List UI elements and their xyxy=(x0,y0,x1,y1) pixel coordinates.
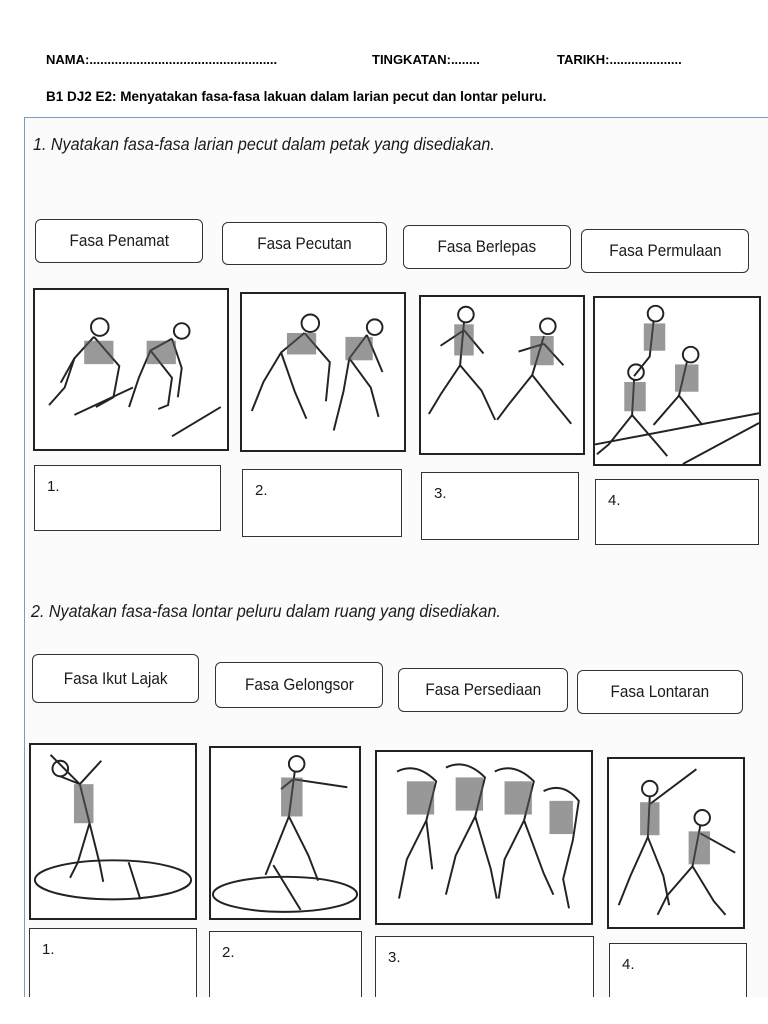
answer-number: 3. xyxy=(388,949,401,966)
accelerating-runners-illustration xyxy=(421,297,583,453)
question-2: 2. Nyatakan fasa-fasa lontar peluru dalam ruang yang disediakan. xyxy=(31,601,501,621)
shotput-glide-picture xyxy=(209,746,361,920)
answer-number: 3. xyxy=(434,485,447,502)
set-position-runner-illustration xyxy=(242,294,404,450)
follow-through-athlete-illustration xyxy=(31,745,195,918)
question-1: 1. Nyatakan fasa-fasa larian pecut dalam petak yang disediakan. xyxy=(33,134,495,154)
shotput-answer-box-4[interactable] xyxy=(609,943,747,997)
label-fasa-gelongsor: Fasa Gelongsor xyxy=(215,662,383,708)
gliding-athlete-illustration xyxy=(211,748,359,918)
answer-number: 2. xyxy=(222,944,235,961)
header-nama: NAMA:.................................................... xyxy=(46,52,278,67)
label-fasa-persediaan: Fasa Persediaan xyxy=(398,668,568,712)
label-fasa-berlepas: Fasa Berlepas xyxy=(403,225,571,269)
answer-number: 4. xyxy=(622,956,635,973)
label-fasa-lontaran: Fasa Lontaran xyxy=(577,670,743,714)
scanned-worksheet xyxy=(24,117,768,997)
learning-objective: B1 DJ2 E2: Menyatakan fasa-fasa lakuan dalam larian pecut dan lontar peluru. xyxy=(46,89,547,104)
label-fasa-penamat: Fasa Penamat xyxy=(35,219,203,263)
header-tarikh: TARIKH:.................... xyxy=(557,52,682,67)
sprint-answer-box-3[interactable] xyxy=(421,472,579,540)
finishing-runners-illustration xyxy=(595,298,759,464)
crouching-runner-illustration xyxy=(35,290,227,449)
shotput-throw-picture xyxy=(607,757,745,929)
sprint-start-crouch-picture xyxy=(33,288,229,451)
answer-number: 1. xyxy=(47,478,60,495)
sprint-answer-box-4[interactable] xyxy=(595,479,759,545)
sprint-answer-box-2[interactable] xyxy=(242,469,402,537)
shotput-preparation-picture xyxy=(375,750,593,925)
sprint-answer-box-1[interactable] xyxy=(34,465,221,531)
bleed-through-mark xyxy=(625,201,628,215)
answer-number: 1. xyxy=(42,941,55,958)
shotput-answer-box-3[interactable] xyxy=(375,936,594,997)
sprint-finish-picture xyxy=(593,296,761,466)
answer-number: 4. xyxy=(608,492,621,509)
shotput-answer-box-1[interactable] xyxy=(29,928,197,997)
label-fasa-pecutan: Fasa Pecutan xyxy=(222,222,387,265)
shotput-answer-box-2[interactable] xyxy=(209,931,362,997)
preparation-sequence-illustration xyxy=(377,752,591,923)
label-fasa-ikut-lajak: Fasa Ikut Lajak xyxy=(32,654,199,703)
throwing-athlete-illustration xyxy=(609,759,743,927)
sprint-set-position-picture xyxy=(240,292,406,452)
answer-number: 2. xyxy=(255,482,268,499)
header-tingkatan: TINGKATAN:........ xyxy=(372,52,480,67)
shotput-follow-through-picture xyxy=(29,743,197,920)
sprint-drive-phase-picture xyxy=(419,295,585,455)
label-fasa-permulaan: Fasa Permulaan xyxy=(581,229,749,273)
